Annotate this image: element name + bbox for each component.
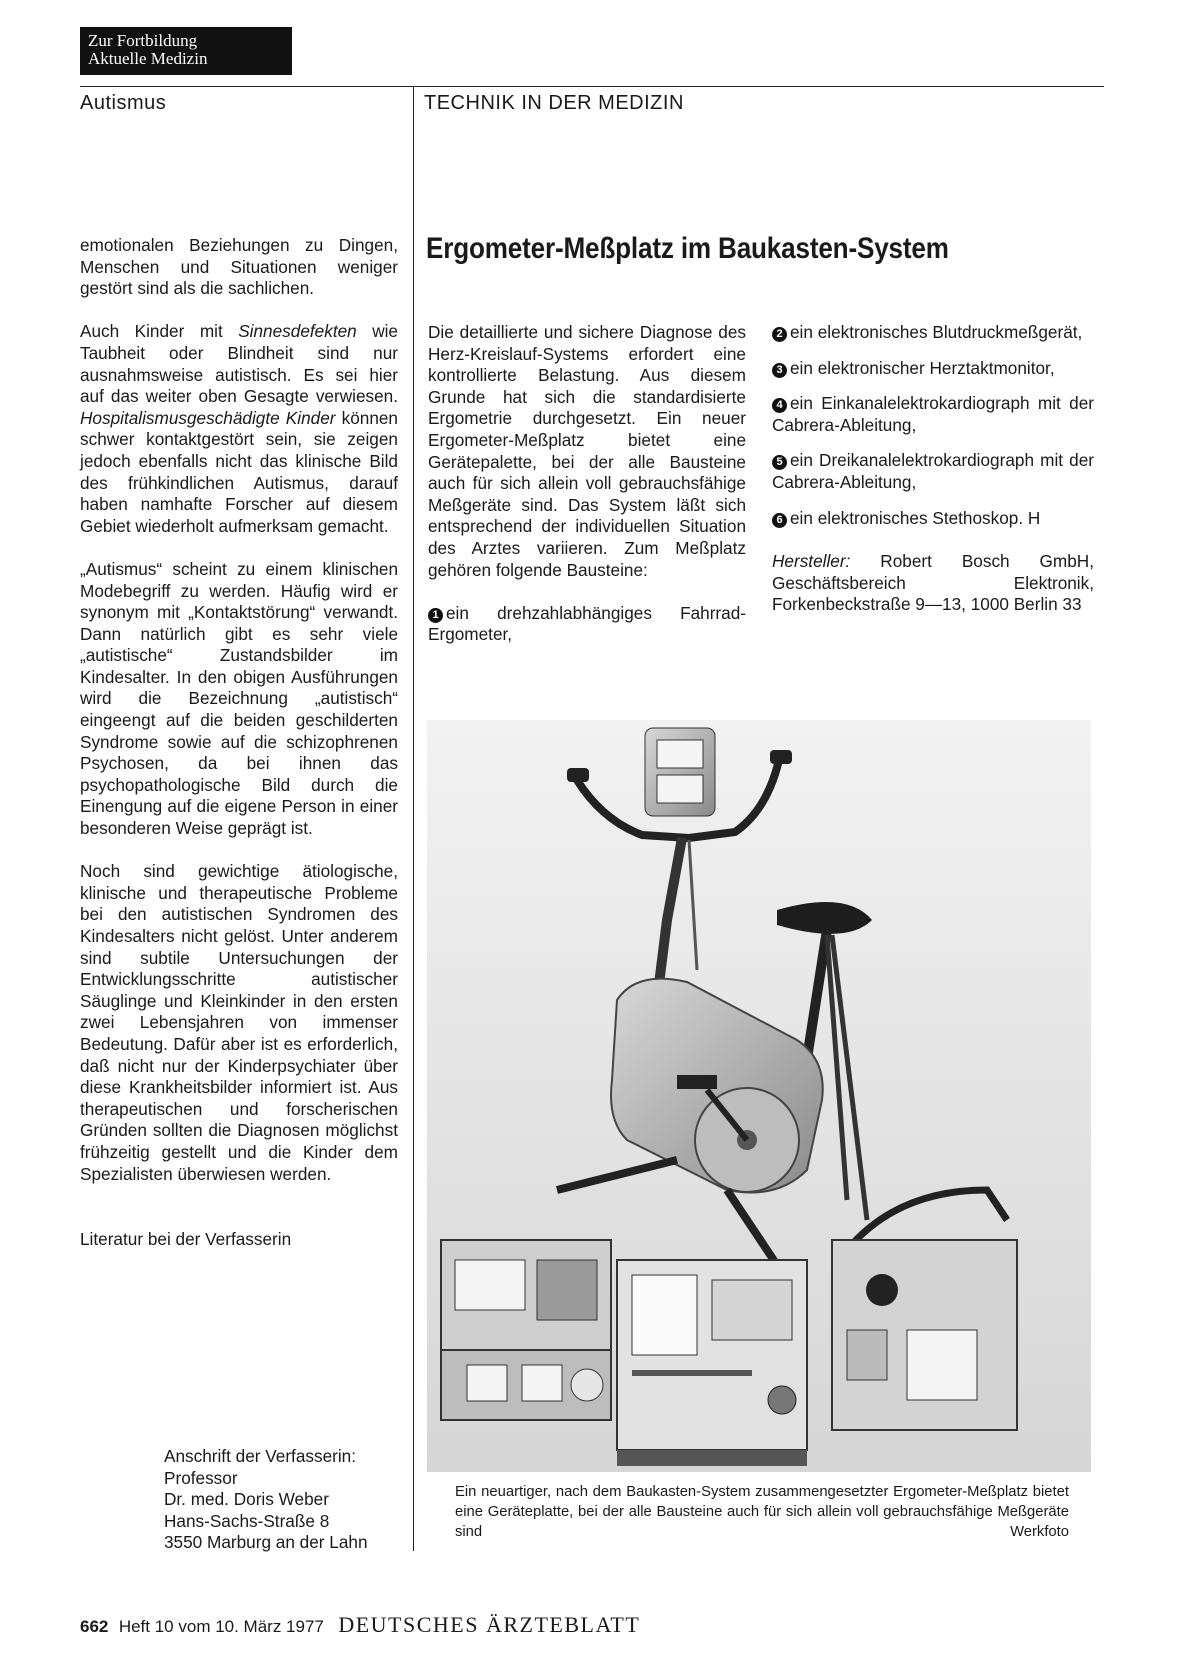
paragraph-4: Noch sind gewichtige ätiologische, klinische und therapeutische Probleme bei den autistischen Syndromen des Kindesalters nicht gelöst. Unter anderem sind subtile Untersuchungen der Entwicklungsschritte autistischer Säuglinge und Kleinkinder in den ersten zwei Lebensjahren von immenser Bedeutung. Dafür aber ist es erforderlich, daß nicht nur der Kinderpsychiater über diese Krankheitsbilder informiert ist. Aus therapeutischen und forscherischen Gründen sollten die Diagnosen möglichst frühzeitig gestellt und die Kinder dem Spezialisten überwiesen werden. <box>80 861 398 1184</box>
header-rule <box>80 86 1104 87</box>
article-intro: Die detaillierte und sichere Diagnose des Herz-Kreislauf-Systems erfordert eine kontrollierte Belastung. Aus diesem Grunde hat sich die standardisierte Ergometrie durchgesetzt. Ein neuer Ergometer-Meßplatz bietet eine Gerätepalette, bei der alle Bausteine auch für sich allein voll gebrauchsfähige Meßgeräte sind. Das System läßt sich entsprechend der individuellen Situation des Arztes variieren. Zum Meßplatz gehören folgende Bausteine: <box>428 322 746 580</box>
text-run: wie Taubheit oder Blindheit sind nur ausnahmsweise autistisch. Es sei hier auf das weiter oben Gesagte verwiesen. <box>80 321 398 407</box>
address-line: Anschrift der Verfasserin: <box>164 1446 357 1466</box>
right-section-title: TECHNIK IN DER MEDIZIN <box>424 92 684 114</box>
literature-note: Literatur bei der Verfasserin <box>80 1229 292 1250</box>
list-item <box>772 393 1094 436</box>
manufacturer-text: Robert Bosch GmbH, Geschäftsbereich Elektronik, Forkenbeckstraße 9—13, 1000 Berlin 33 <box>772 551 1094 615</box>
number-6-icon: 6 <box>772 513 787 528</box>
ergometer-photo <box>427 720 1091 1472</box>
emphasis-hospitalismus: Hospitalismusgeschädigte Kinder <box>80 407 336 428</box>
photo-caption <box>455 1482 1069 1542</box>
list-item-text: ein Dreikanalelektrokardiograph mit der Cabrera-Ableitung, <box>772 450 1094 492</box>
section-badge <box>80 27 292 75</box>
photo-credit: Werkfoto <box>1010 1524 1069 1540</box>
page-footer <box>80 1612 640 1638</box>
article-headline: Ergometer-Meßplatz im Baukasten-System <box>426 232 949 265</box>
emphasis-sinnesdefekten: Sinnesdefekten <box>238 321 357 342</box>
issue-info: Heft 10 vom 10. März 1977 <box>118 1617 324 1636</box>
list-item <box>772 508 1094 530</box>
text-run: können schwer kontaktgestört sein, sie zeigen jedoch ebenfalls nicht das klinische Bild des frühkindlichen Autismus, darauf haben namhafte Forscher auf diesem Gebiet wiederholt aufmerksam gemacht. <box>80 407 398 536</box>
article-column-1 <box>428 322 746 660</box>
list-item <box>428 603 746 646</box>
list-item-text: ein elektronisches Stethoskop. H <box>790 507 1041 528</box>
address-line: Dr. med. Doris Weber <box>164 1489 329 1510</box>
number-4-icon: 4 <box>772 398 787 413</box>
ergometer-illustration <box>427 720 1091 1472</box>
address-line: Hans-Sachs-Straße 8 <box>164 1510 330 1531</box>
list-item-text: ein elektronischer Herztaktmonitor, <box>790 357 1055 378</box>
manufacturer-note <box>772 551 1094 616</box>
list-item-text: ein elektronisches Blutdruckmeßgerät, <box>790 322 1083 342</box>
text-run: Auch Kinder mit <box>80 321 239 342</box>
number-1-icon: 1 <box>428 608 443 623</box>
manufacturer-label: Hersteller: <box>772 551 851 572</box>
paragraph-2 <box>80 321 398 537</box>
number-2-icon: 2 <box>772 327 787 342</box>
paragraph-3: „Autismus“ scheint zu einem klinischen Modebegriff zu werden. Häufig wird er synonym mit „Kontaktstörung“ verwandt. Dann natürlich gibt es sehr viele „autistische“ Zustandsbilder im Kindesalter. In den obigen Ausführungen wird die Bezeichnung „autistisch“ eingeengt auf die beiden geschilderten Syndrome sowie auf die schizophrenen Psychosen, da bei ihnen das psychopathologische Bild durch die Einengung auf die eigene Person in einer besonderen Weise geprägt ist. <box>80 558 398 839</box>
list-item <box>772 450 1094 493</box>
page-number: 662 <box>80 1617 109 1636</box>
address-line: 3550 Marburg an der Lahn <box>164 1532 368 1553</box>
author-address <box>164 1446 404 1554</box>
badge-line-2: Aktuelle Medizin <box>88 49 208 68</box>
caption-text: Ein neuartiger, nach dem Baukasten-System zusammengesetzter Ergometer-Meßplatz bietet eine Geräteplatte, bei der alle Bausteine auch für sich allein voll gebrauchsfähige Meßgeräte sind <box>455 1484 1069 1540</box>
badge-line-1: Zur Fortbildung <box>88 31 198 50</box>
article-column-2 <box>772 322 1094 638</box>
list-item-text: ein Einkanalelektrokardiograph mit der Cabrera-Ableitung, <box>772 393 1094 435</box>
paragraph-1: emotionalen Beziehungen zu Dingen, Menschen und Situationen weniger gestört sind als die sachlichen. <box>80 235 398 299</box>
left-section-title: Autismus <box>80 92 167 114</box>
list-item <box>772 322 1094 344</box>
address-line: Professor <box>164 1467 238 1488</box>
number-3-icon: 3 <box>772 363 787 378</box>
list-item <box>772 358 1094 380</box>
column-divider <box>413 86 414 1551</box>
number-5-icon: 5 <box>772 455 787 470</box>
left-column <box>80 235 398 1272</box>
magazine-title: DEUTSCHES ÄRZTEBLATT <box>338 1612 641 1637</box>
list-item-text: ein drehzahlabhängiges Fahrrad-Ergometer, <box>428 602 746 645</box>
